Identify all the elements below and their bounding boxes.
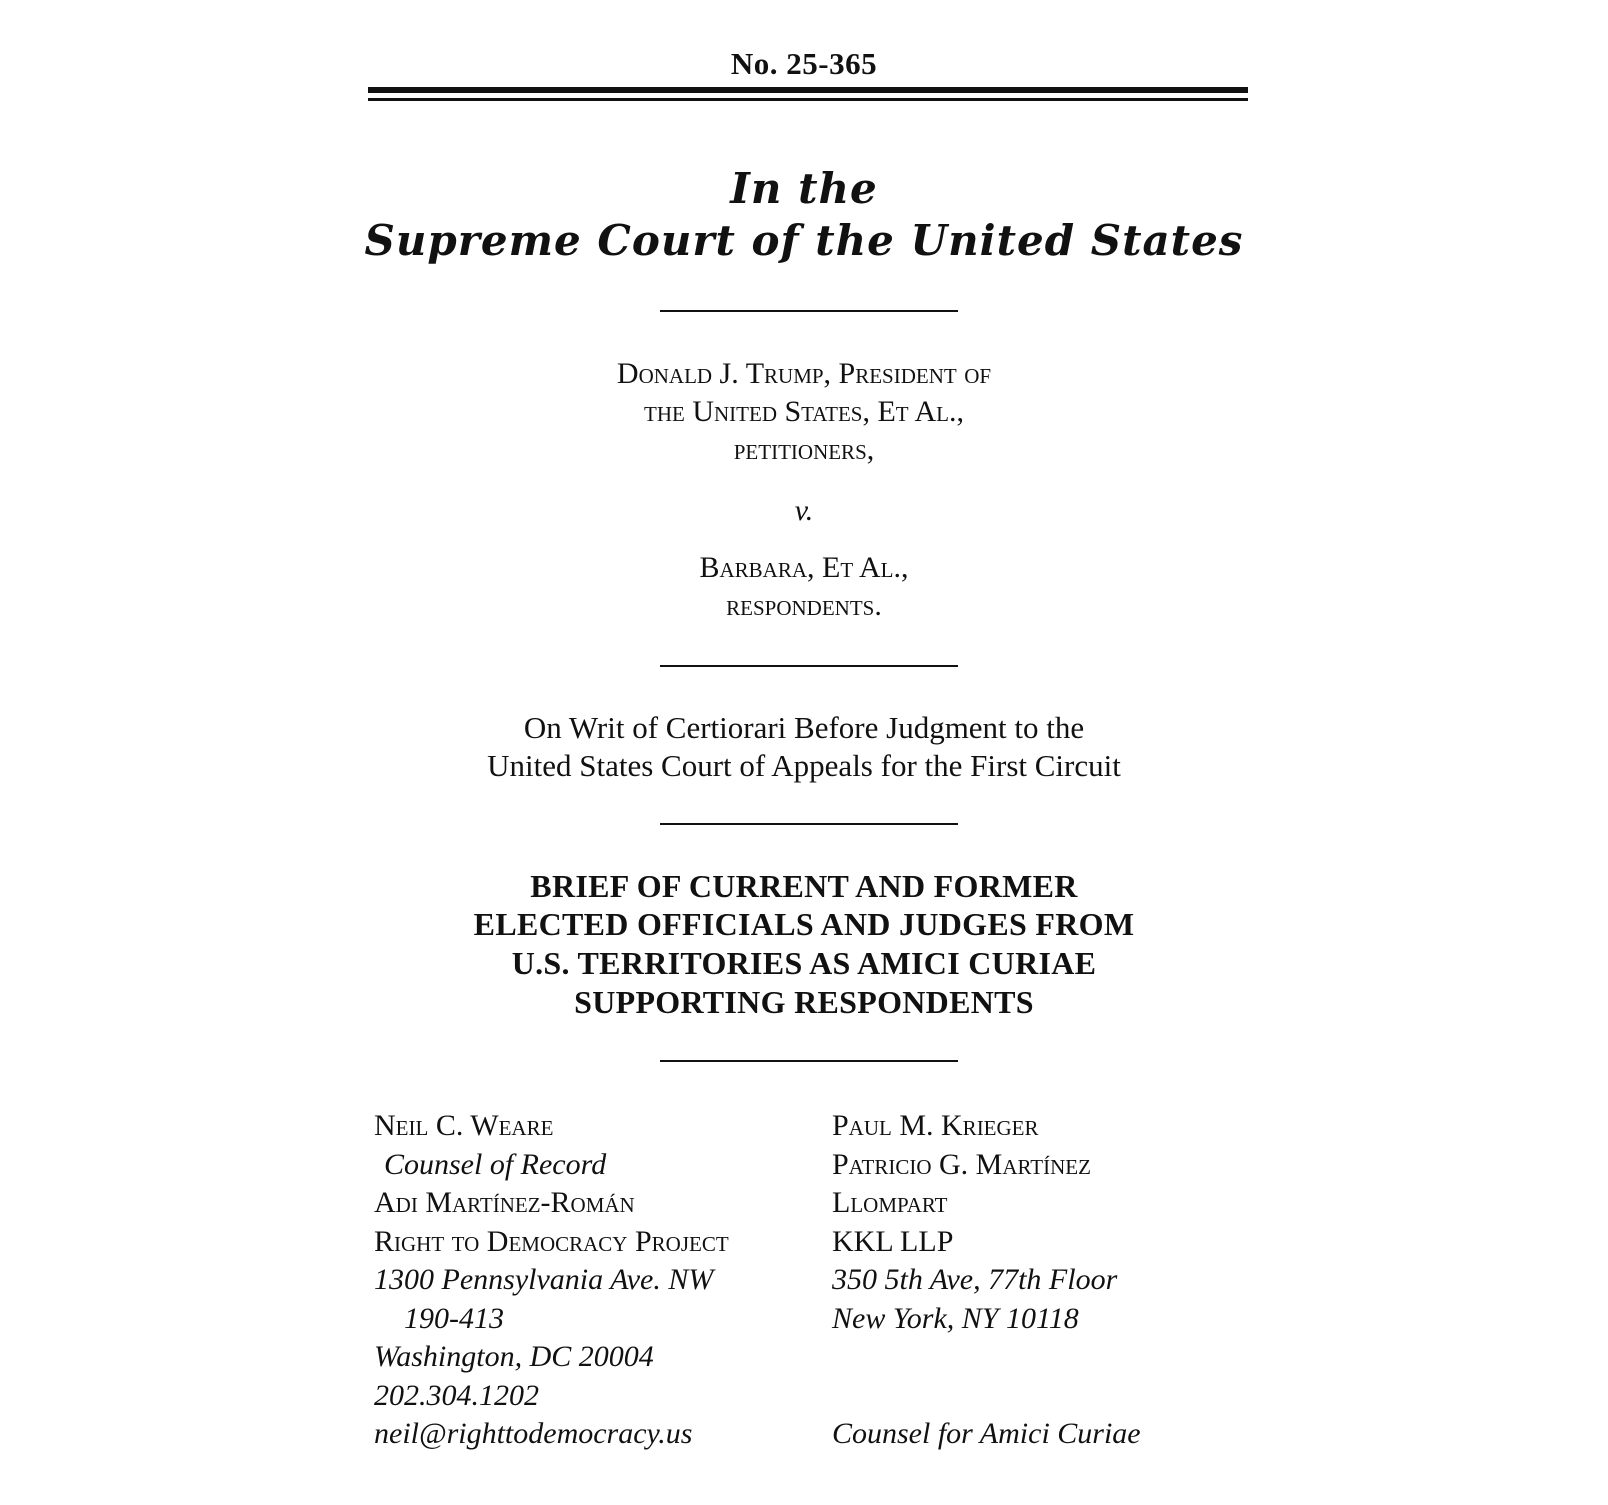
section-divider bbox=[660, 1060, 958, 1062]
respondent-name: Barbara, Et Al., bbox=[699, 551, 909, 584]
address-line-2: 190-413 bbox=[404, 1301, 504, 1335]
versus: v. bbox=[794, 494, 814, 527]
court-heading-line-2: Supreme Court of the United States bbox=[364, 216, 1244, 265]
counsel-name-continued: Llompart bbox=[832, 1186, 948, 1219]
counsel-name: Adi Martínez-Román bbox=[374, 1186, 635, 1219]
brief-title-line: U.S. TERRITORIES AS AMICI CURIAE bbox=[511, 945, 1097, 981]
counsel-organization: Right to Democracy Project bbox=[374, 1224, 729, 1258]
phone-number: 202.304.1202 bbox=[374, 1378, 539, 1412]
counsel-name: Paul M. Krieger bbox=[832, 1109, 1039, 1142]
section-divider bbox=[660, 310, 958, 312]
brief-title-line: SUPPORTING RESPONDENTS bbox=[574, 984, 1034, 1020]
counsel-name: Neil C. Weare bbox=[374, 1109, 554, 1142]
spacer bbox=[832, 1338, 1252, 1377]
respondent-role: respondents. bbox=[726, 589, 882, 622]
counsel-name: Patricio G. Martínez bbox=[832, 1147, 1091, 1181]
header-rule-thin bbox=[368, 98, 1248, 101]
address-city: Washington, DC 20004 bbox=[374, 1340, 654, 1373]
header-rule-thick bbox=[368, 87, 1248, 93]
spacer bbox=[832, 1377, 1252, 1416]
brief-title-line: BRIEF OF CURRENT AND FORMER bbox=[530, 868, 1078, 904]
docket-number: No. 25-365 bbox=[730, 46, 878, 81]
brief-title-line: ELECTED OFFICIALS AND JUDGES FROM bbox=[473, 906, 1135, 942]
writ-line-1: On Writ of Certiorari Before Judgment to the bbox=[523, 710, 1085, 745]
section-divider bbox=[660, 823, 958, 825]
counsel-block-right bbox=[832, 1107, 1252, 1454]
address-city: New York, NY 10118 bbox=[832, 1301, 1079, 1335]
address-line-1: 1300 Pennsylvania Ave. NW bbox=[374, 1263, 714, 1296]
counsel-of-record-label: Counsel of Record bbox=[384, 1147, 607, 1181]
petitioner-name-line-1: Donald J. Trump, President of bbox=[616, 357, 992, 390]
writ-line-2: United States Court of Appeals for the First Circuit bbox=[487, 748, 1121, 783]
email-address: neil@righttodemocracy.us bbox=[374, 1417, 693, 1450]
counsel-block-left bbox=[374, 1107, 814, 1454]
court-heading-line-1: In the bbox=[730, 164, 878, 213]
petitioner-name-line-2: the United States, Et Al., bbox=[644, 395, 964, 428]
counsel-designation: Counsel for Amici Curiae bbox=[832, 1417, 1141, 1450]
section-divider bbox=[660, 665, 958, 667]
address-line-1: 350 5th Ave, 77th Floor bbox=[832, 1263, 1118, 1296]
law-firm: KKL LLP bbox=[832, 1224, 954, 1258]
petitioner-role: petitioners, bbox=[733, 433, 875, 466]
